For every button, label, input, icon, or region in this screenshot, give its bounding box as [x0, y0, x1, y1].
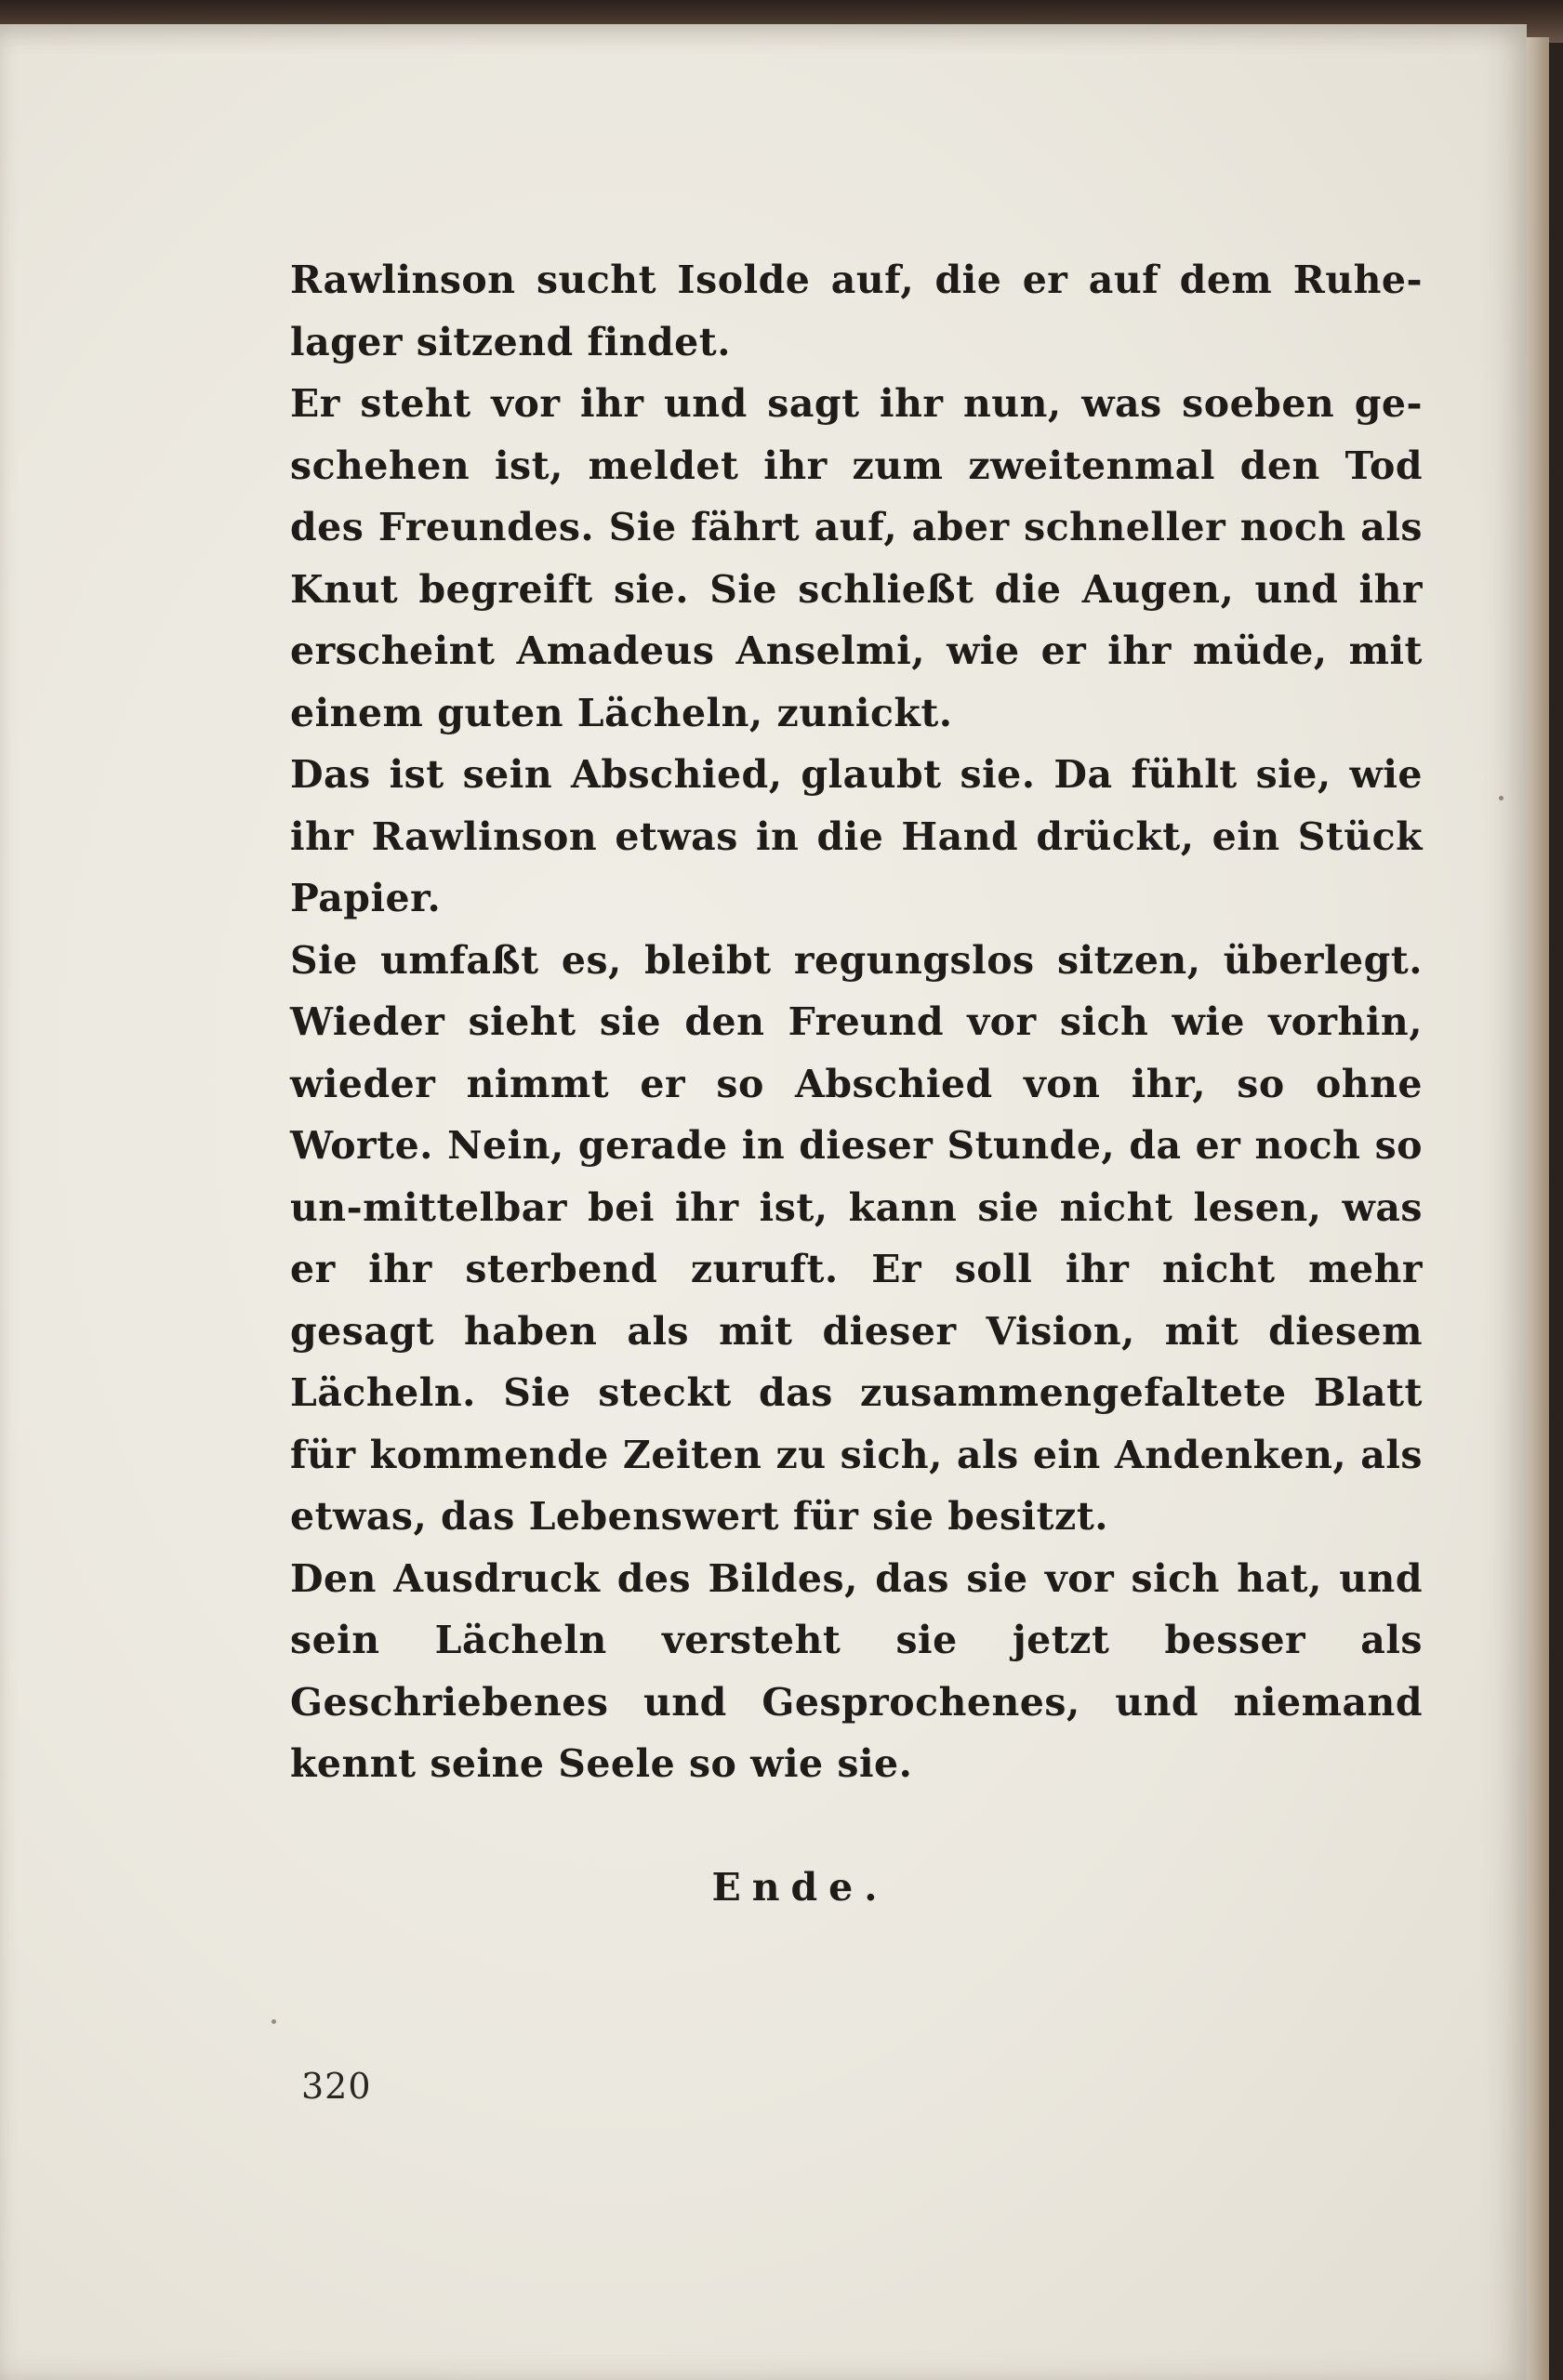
- body-text: [290, 249, 1423, 1795]
- paragraph: Sie umfaßt es, bleibt regungslos sitzen, überlegt. Wieder sieht sie den Freund vor sich wie vorhin, wieder nimmt er so Abschied von ihr, so ohne Worte. Nein, gerade in dieser Stunde, da er noch so un-mittelbar bei ihr ist, kann sie nicht lesen, was er ihr sterbend zuruft. Er soll ihr nicht mehr gesagt haben als mit dieser Vision, mit diesem Lächeln. Sie steckt das zusammengefaltete Blatt für kommende Zeiten zu sich, als ein Andenken, als etwas, das Lebenswert für sie besitzt.: [290, 937, 1423, 1539]
- paper-speck: [272, 2019, 276, 2024]
- paragraph: Das ist sein Abschied, glaubt sie. Da fühlt sie, wie ihr Rawlinson etwas in die Hand drückt, ein Stück Papier.: [290, 752, 1423, 920]
- paragraph: Er steht vor ihr und sagt ihr nun, was soeben ge-schehen ist, meldet ihr zum zweitenmal den Tod des Freundes. Sie fährt auf, aber schneller noch als Knut begreift sie. Sie schließt die Augen, und ihr erscheint Amadeus Anselmi, wie er ihr müde, mit einem guten Lächeln, zunickt.: [290, 381, 1423, 735]
- page-number: 320: [301, 2066, 372, 2107]
- paragraph: Den Ausdruck des Bildes, das sie vor sich hat, und sein Lächeln versteht sie jetzt besser als Geschriebenes und Gesprochenes, und niemand kennt seine Seele so wie sie.: [290, 1555, 1423, 1786]
- paper-speck: [1499, 796, 1503, 800]
- ending-mark: Ende.: [711, 1865, 889, 1910]
- paragraph: Rawlinson sucht Isolde auf, die er auf dem Ruhe-lager sitzend findet.: [290, 258, 1423, 364]
